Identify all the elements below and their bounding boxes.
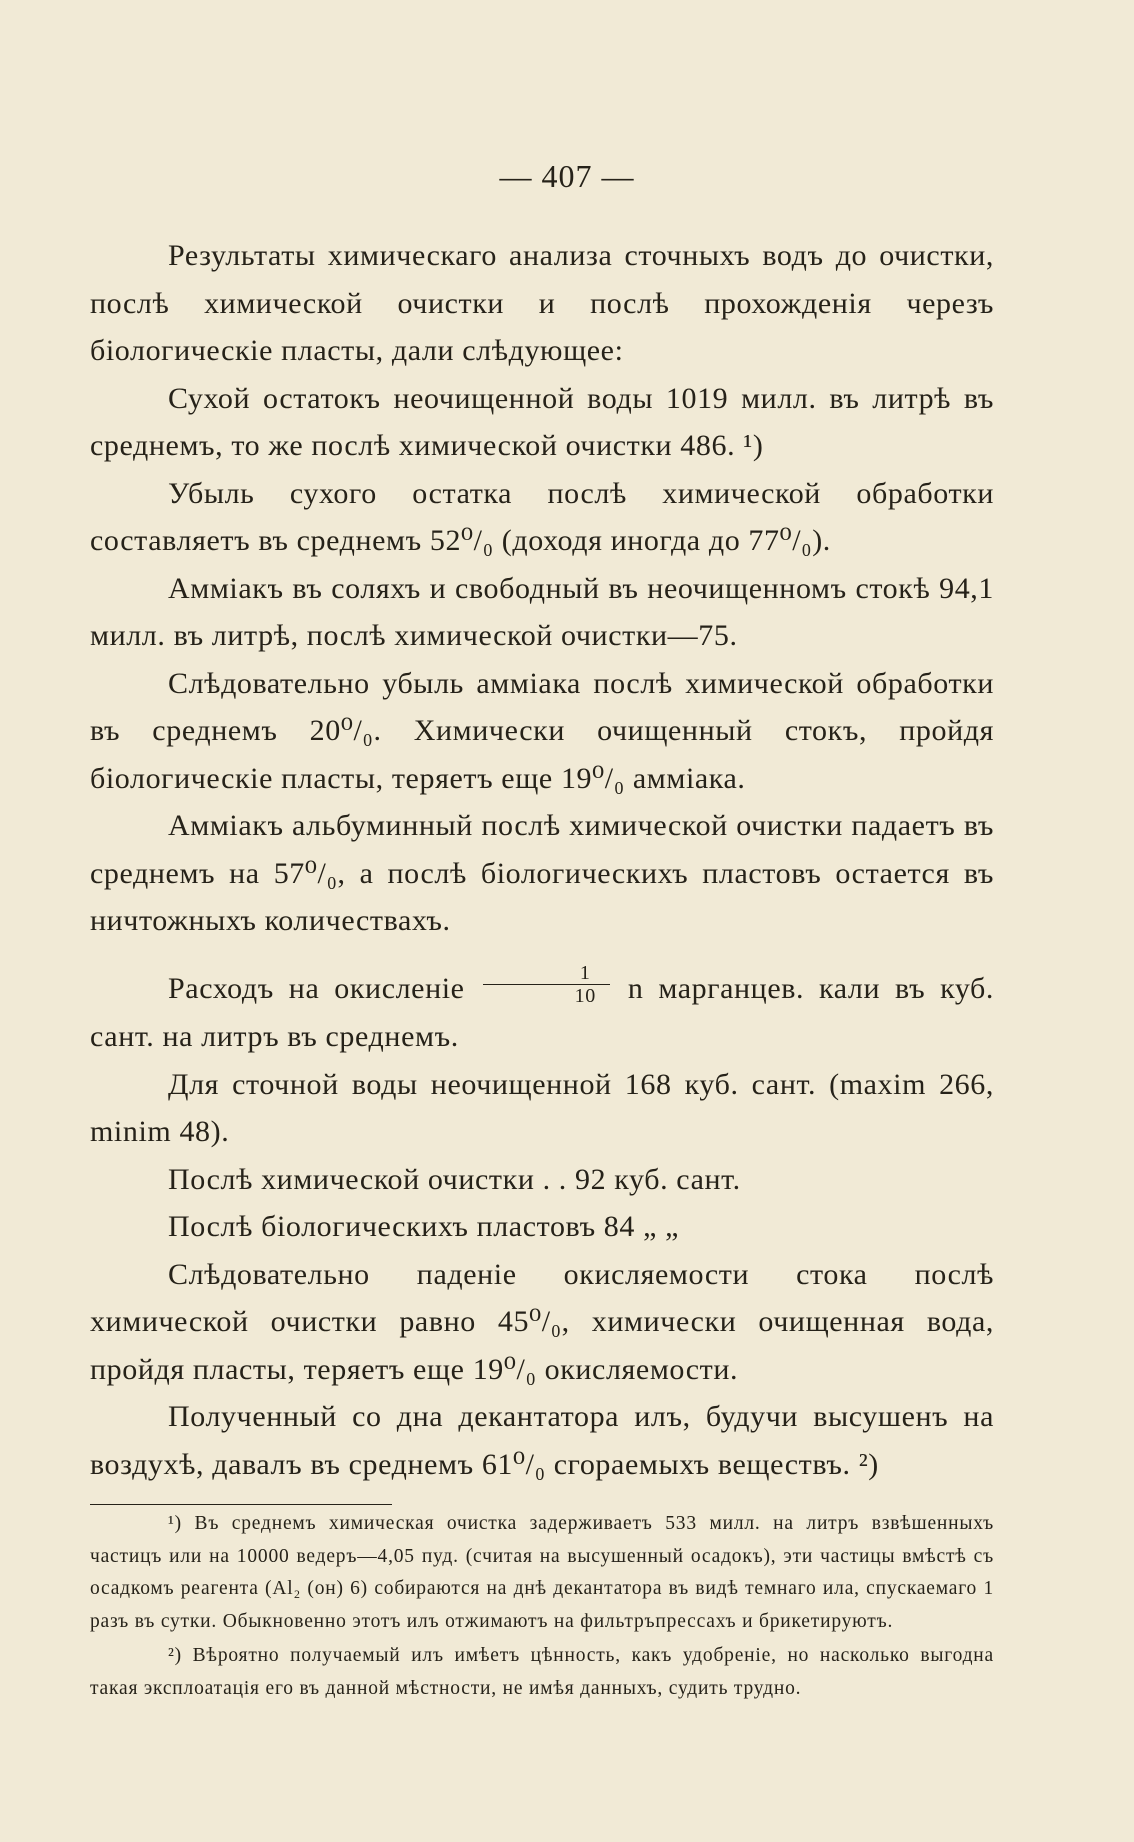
paragraph: Для сточной воды неочищенной 168 куб. сант. (maxim 266, minim 48). [90, 1067, 994, 1149]
paragraph: Амміакъ альбуминный послѣ химической очистки падаетъ въ среднемъ на 57⁰/₀, а послѣ біологическихъ пластовъ остается въ ничтожныхъ количествахъ. [90, 809, 994, 937]
footnote-1: ¹) Въ среднемъ химическая очистка задерживаетъ 533 милл. на литръ взвѣшенныхъ частицъ или на 10000 ведеръ—4,05 пуд. (считая на высушенный осадокъ), эти частицы вмѣстѣ съ осадкомъ реагента (Al₂ (oн) 6) собираются на днѣ декантатора въ видѣ темнаго ила, спускаемаго 1 разъ въ сутки. Обыкновенно этотъ илъ отжимаютъ на фильтръпрессахъ и брикетируютъ. [90, 1513, 994, 1632]
paragraph: Сухой остатокъ неочищенной воды 1019 милл. въ литрѣ въ среднемъ, то же послѣ химической очистки 486. ¹) [90, 381, 994, 462]
oxidation-text-before: Расходъ на окисленіе [168, 971, 465, 1005]
paragraph: Слѣдовательно паденіе окисляемости стока послѣ химической очистки равно 45⁰/₀, химически очищенная вода, пройдя пласты, теряетъ еще 19⁰/₀ окисляемости. [90, 1257, 994, 1386]
fraction-numerator: 1 [579, 962, 591, 985]
paragraph: Полученный со дна декантатора илъ, будучи высушенъ на воздухѣ, давалъ въ среднемъ 61⁰/₀ сгораемыхъ веществъ. ²) [90, 1400, 994, 1481]
paragraph: Слѣдовательно убыль амміака послѣ химической обработки въ среднемъ 20⁰/₀. Химически очищенный стокъ, пройдя біологическіе пласты, теряетъ еще 19⁰/₀ амміака. [90, 666, 994, 795]
paragraph: Послѣ біологическихъ пластовъ 84 „ „ [168, 1210, 680, 1244]
oxidation-text-after: n марганцев. кали въ куб. сант. на литръ въ среднемъ. [90, 971, 995, 1054]
paragraph: Амміакъ въ соляхъ и свободный въ неочищенномъ стокѣ 94,1 милл. въ литрѣ, послѣ химической очистки—75. [90, 571, 994, 652]
paragraph: Убыль сухого остатка послѣ химической обработки составляетъ въ среднемъ 52⁰/₀ (доходя иногда до 77⁰/₀). [90, 476, 994, 557]
fraction-denominator: 10 [483, 984, 610, 1007]
main-text [90, 232, 994, 1488]
fraction [483, 962, 610, 1007]
page-number: — 407 — [499, 158, 635, 194]
footnote-divider [90, 1504, 392, 1505]
oxidation-paragraph [90, 962, 995, 1061]
paragraph: Послѣ химической очистки . . 92 куб. сант. [168, 1162, 741, 1196]
footnote-2: ²) Вѣроятно получаемый илъ имѣетъ цѣнность, какъ удобреніе, но насколько выгодна такая эксплоатація его въ данной мѣстности, не имѣя данныхъ, судить трудно. [90, 1645, 994, 1699]
footnotes [90, 1508, 994, 1705]
paragraph: Результаты химическаго анализа сточныхъ водъ до очистки, послѣ химической очистки и послѣ прохожденія черезъ біологическіе пласты, дали слѣдующее: [90, 239, 994, 367]
